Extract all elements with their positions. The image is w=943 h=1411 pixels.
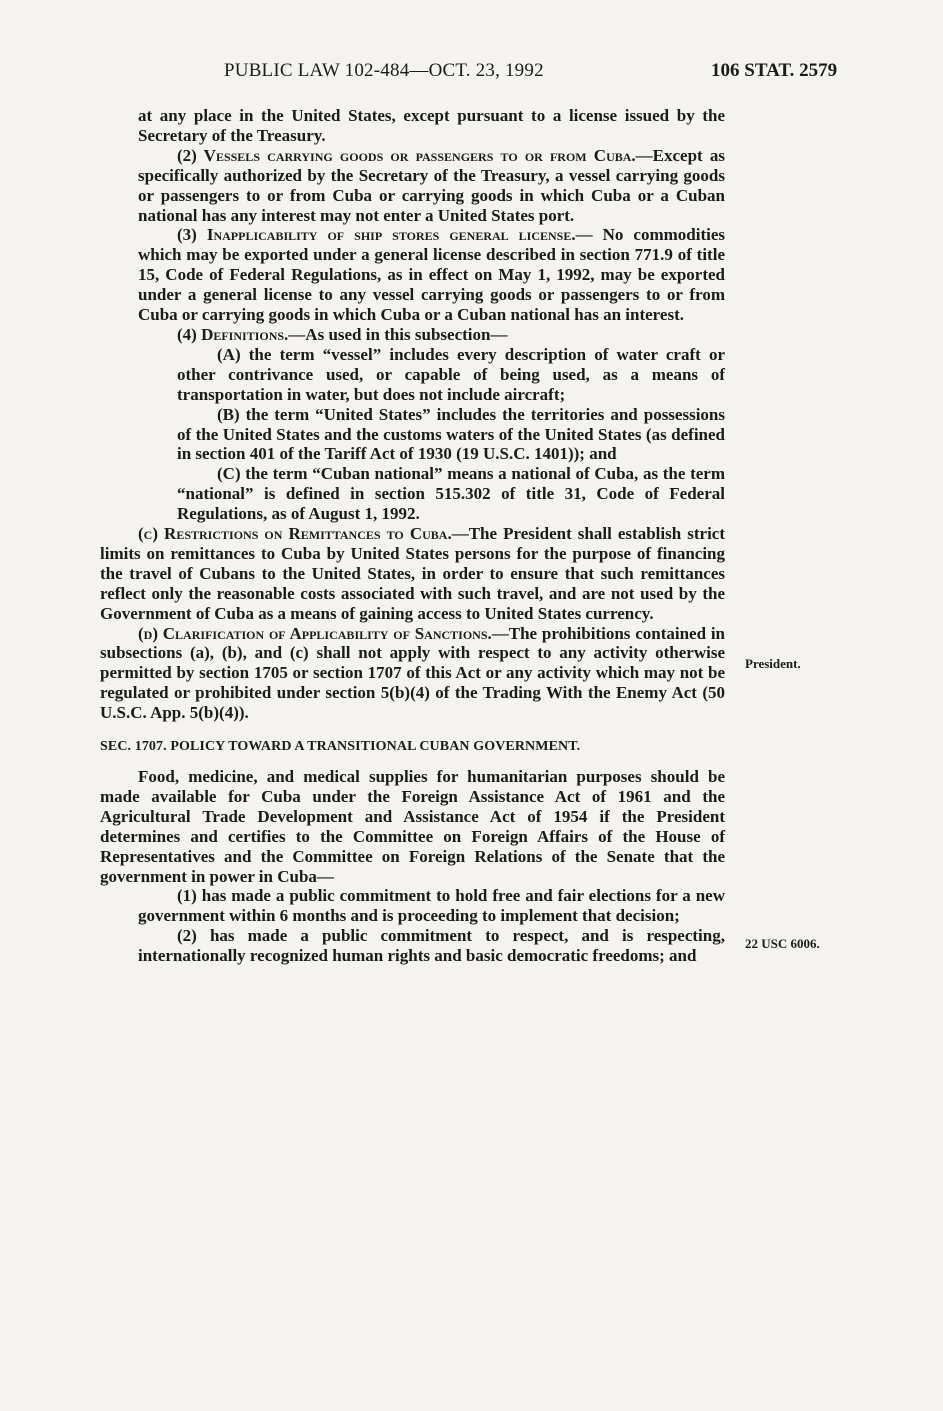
- paragraph-definitions: [100, 325, 725, 345]
- condition-human-rights: (2) has made a public commitment to respect, and is respecting, internationally recognized human rights and basic democratic freedoms; and: [138, 926, 725, 966]
- subsection-clarification: [100, 624, 725, 724]
- condition-elections: (1) has made a public commitment to hold free and fair elections for a new government within 6 months and is proceeding to implement that decision;: [138, 886, 725, 926]
- subsection-remittances: [100, 524, 725, 624]
- paragraph-vessels-text: —Except as specifically authorized by the Secretary of the Treasury, a vessel carrying goods or passengers to or from Cuba or carrying goods in which Cuba or a Cuban national has any interest may not enter a United States port.: [138, 145, 725, 225]
- running-header-law: PUBLIC LAW 102-484—OCT. 23, 1992: [224, 60, 544, 81]
- paragraph-food-medicine: Food, medicine, and medical supplies for humanitarian purposes should be made available for Cuba under the Foreign Assistance Act of 1961 and the Agricultural Trade Development and Assistance Act of 1954 if the President determines and certifies to the Committee on Foreign Affairs of the House of Representatives and the Committee on Foreign Relations of the Senate that the government in power in Cuba—: [100, 767, 725, 886]
- margin-note-president: President.: [745, 656, 801, 671]
- paragraph-ship-stores-heading: (3) Inapplicability of ship stores general license.: [177, 225, 576, 245]
- definition-cuban-national: (C) the term “Cuban national” means a national of Cuba, as the term “national” is defined in section 515.302 of title 31, Code of Federal Regulations, as of August 1, 1992.: [177, 464, 725, 524]
- paragraph-continuation: at any place in the United States, except pursuant to a license issued by the Secretary of the Treasury.: [138, 106, 725, 145]
- definition-vessel: (A) the term “vessel” includes every description of water craft or other contrivance used, or capable of being used, as a means of transportation in water, but does not include aircraft;: [177, 344, 725, 404]
- law-text-body: [100, 106, 725, 966]
- paragraph-vessels: [100, 146, 725, 226]
- subsection-clarification-heading: (d) Clarification of Applicability of Sanctions.: [138, 623, 492, 643]
- paragraph-ship-stores-text: — No commodities which may be exported under a general license described in section 771.9 of title 15, Code of Federal Regulations, as in effect on May 1, 1992, may be exported under a general license to any vessel carrying goods or passengers to or from Cuba or carrying goods in which Cuba or a Cuban national has an interest.: [138, 225, 725, 325]
- subsection-clarification-text: —The prohibitions contained in subsections (a), (b), and (c) shall not apply with respect to any activity otherwise permitted by section 1705 or section 1707 of this Act or any activity which may not be regulated or prohibited under section 5(b)(4) of the Trading With the Enemy Act (50 U.S.C. App. 5(b)(4)).: [100, 623, 726, 723]
- paragraph-definitions-text: —As used in this subsection—: [288, 324, 508, 344]
- subsection-remittances-heading: (c) Restrictions on Remittances to Cuba.: [138, 524, 452, 544]
- section-heading: SEC. 1707. POLICY TOWARD A TRANSITIONAL CUBAN GOVERNMENT.: [100, 739, 581, 755]
- definition-united-states: (B) the term “United States” includes the territories and possessions of the United States and the customs waters of the United States (as defined in section 401 of the Tariff Act of 1930 (19 U.S.C. 1401)); and: [177, 404, 725, 464]
- paragraph-vessels-heading: (2) Vessels carrying goods or passengers to or from Cuba.: [177, 145, 636, 165]
- paragraph-ship-stores: [100, 225, 725, 325]
- margin-note-usc: 22 USC 6006.: [745, 936, 820, 951]
- page-stat-number: 106 STAT. 2579: [711, 60, 838, 81]
- paragraph-definitions-heading: (4) Definitions.: [177, 324, 289, 344]
- subsection-remittances-text: —The President shall establish strict limits on remittances to Cuba by United States persons for the purpose of financing the travel of Cubans to the United States, in order to ensure that such remittances reflect only the reasonable costs associated with such travel, and are not used by the Government of Cuba as a means of gaining access to United States currency.: [100, 524, 725, 623]
